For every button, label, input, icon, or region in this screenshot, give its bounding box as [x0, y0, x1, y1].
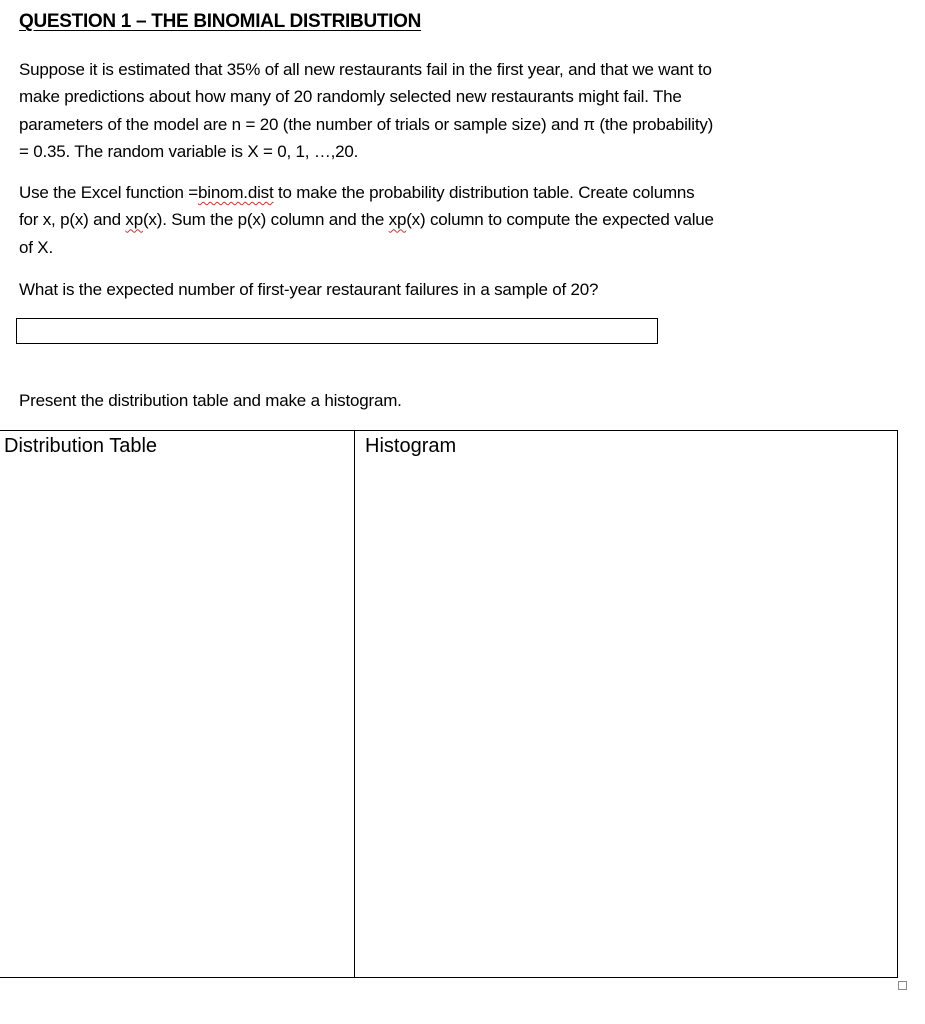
- distribution-table-cell[interactable]: [0, 431, 355, 977]
- instruction-text: Present the distribution table and make a histogram.: [19, 391, 402, 410]
- distribution-table-label: Distribution Table: [4, 435, 158, 457]
- scenario-line: make predictions about how many of 20 randomly selected new restaurants might fail. The: [19, 87, 682, 107]
- answer-input-box[interactable]: [16, 318, 658, 344]
- instructions-text: to make the probability distribution table. Create columns: [273, 183, 695, 202]
- instructions-text: (x) column to compute the expected value: [406, 210, 714, 230]
- answer-table: [0, 430, 898, 978]
- histogram-cell[interactable]: [355, 431, 897, 977]
- instructions-text: (x). Sum the p(x) column and the: [142, 210, 389, 230]
- instructions-text: Use the Excel function =: [19, 183, 198, 202]
- instructions-line: [19, 206, 849, 233]
- scenario-line: parameters of the model are n = 20 (the number of trials or sample size) and π (the probability): [19, 114, 714, 134]
- xp-term: xp: [388, 210, 407, 230]
- prompt-text: What is the expected number of first-year restaurant failures in a sample of 20?: [19, 280, 599, 299]
- function-name: binom.dist: [198, 183, 274, 202]
- table-resize-handle[interactable]: [898, 981, 907, 990]
- histogram-label: Histogram: [365, 435, 457, 457]
- instructions-paragraph: [19, 179, 849, 261]
- table-instruction: [19, 387, 849, 414]
- instructions-text: for x, p(x) and: [19, 210, 126, 230]
- question-prompt: [19, 276, 849, 303]
- question-title: QUESTION 1 – THE BINOMIAL DISTRIBUTION: [19, 11, 422, 32]
- instructions-line: of X.: [19, 237, 53, 257]
- scenario-line: = 0.35. The random variable is X = 0, 1, …,20.: [19, 141, 359, 161]
- scenario-line: Suppose it is estimated that 35% of all new restaurants fail in the first year, and that we want to: [19, 60, 712, 79]
- scenario-paragraph: [19, 56, 849, 165]
- instructions-line: [19, 179, 849, 206]
- xp-term: xp: [125, 210, 143, 230]
